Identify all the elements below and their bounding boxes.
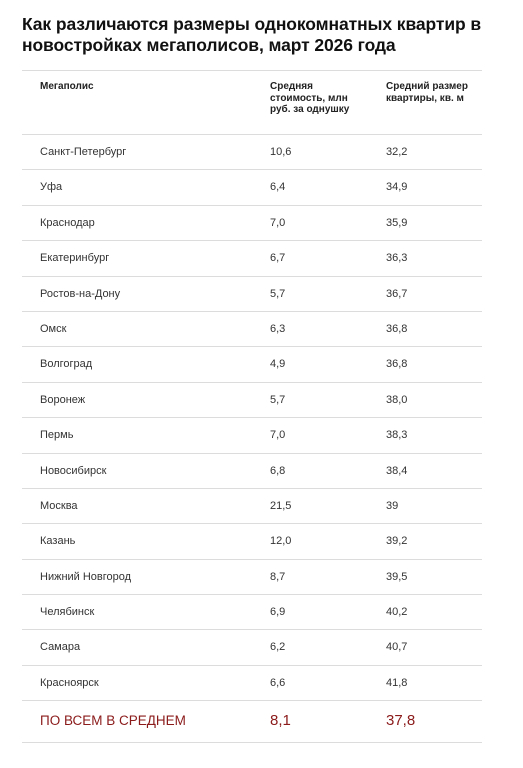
area-cell: 38,3 — [386, 429, 408, 442]
price-cell: 6,9 — [270, 606, 286, 619]
average-label: ПО ВСЕМ В СРЕДНЕМ — [40, 713, 186, 729]
price-cell: 6,6 — [270, 676, 286, 689]
average-price: 8,1 — [270, 712, 291, 730]
price-cell: 7,0 — [270, 429, 286, 442]
table-row — [22, 524, 482, 559]
data-table — [22, 70, 482, 743]
price-cell: 6,4 — [270, 181, 286, 194]
area-cell: 35,9 — [386, 216, 408, 229]
average-row — [22, 701, 482, 743]
price-cell: 8,7 — [270, 570, 286, 583]
table-row — [22, 454, 482, 489]
table-row — [22, 312, 482, 347]
city-cell: Санкт-Петербург — [40, 146, 127, 158]
header-price: Средняя стоимость, млн руб. за однушку — [270, 81, 350, 115]
page-title: Как различаются размеры однокомнатных квартир в новостройках мегаполисов, март 2026 года — [22, 14, 482, 55]
area-cell: 36,3 — [386, 252, 408, 265]
table-body — [22, 135, 482, 701]
area-cell: 39 — [386, 499, 399, 512]
table-row — [22, 206, 482, 241]
price-cell: 4,9 — [270, 358, 286, 371]
area-cell: 36,8 — [386, 358, 408, 371]
city-cell: Омск — [40, 322, 67, 335]
city-cell: Самара — [40, 641, 81, 654]
price-cell: 10,6 — [270, 146, 292, 158]
price-cell: 6,2 — [270, 641, 286, 654]
price-cell: 6,8 — [270, 464, 286, 477]
price-cell: 5,7 — [270, 287, 286, 300]
city-cell: Москва — [40, 499, 78, 512]
city-cell: Екатеринбург — [40, 252, 110, 265]
city-cell: Челябинск — [40, 606, 95, 619]
area-cell: 36,7 — [386, 287, 408, 300]
area-cell: 38,4 — [386, 464, 408, 477]
table-header — [22, 70, 482, 135]
table-row — [22, 630, 482, 665]
average-area: 37,8 — [386, 712, 416, 730]
table-row — [22, 560, 482, 595]
price-cell: 21,5 — [270, 499, 292, 512]
city-cell: Краснодар — [40, 216, 95, 229]
area-cell: 36,8 — [386, 322, 408, 335]
city-cell: Новосибирск — [40, 464, 107, 477]
table-row — [22, 418, 482, 453]
area-cell: 32,2 — [386, 146, 408, 158]
table-row — [22, 347, 482, 382]
city-cell: Волгоград — [40, 358, 93, 371]
table-row — [22, 241, 482, 276]
area-cell: 34,9 — [386, 181, 408, 194]
price-cell: 6,3 — [270, 322, 286, 335]
area-cell: 40,2 — [386, 606, 408, 619]
header-city: Мегаполис — [40, 81, 94, 92]
area-cell: 39,2 — [386, 535, 408, 548]
table-row — [22, 170, 482, 205]
table-row — [22, 489, 482, 524]
table-row — [22, 383, 482, 418]
city-cell: Красноярск — [40, 676, 99, 689]
price-cell: 12,0 — [270, 535, 292, 548]
table-row — [22, 666, 482, 701]
city-cell: Пермь — [40, 429, 74, 442]
area-cell: 41,8 — [386, 676, 408, 689]
table-row — [22, 595, 482, 630]
area-cell: 38,0 — [386, 393, 408, 406]
area-cell: 40,7 — [386, 641, 408, 654]
city-cell: Казань — [40, 535, 76, 548]
area-cell: 39,5 — [386, 570, 408, 583]
city-cell: Нижний Новгород — [40, 570, 132, 583]
table-row — [22, 135, 482, 170]
price-cell: 7,0 — [270, 216, 286, 229]
city-cell: Ростов-на-Дону — [40, 287, 121, 300]
header-area: Средний размер квартиры, кв. м — [386, 81, 468, 104]
city-cell: Воронеж — [40, 393, 86, 406]
table-row — [22, 277, 482, 312]
price-cell: 6,7 — [270, 252, 286, 265]
price-cell: 5,7 — [270, 393, 286, 406]
city-cell: Уфа — [40, 181, 63, 194]
